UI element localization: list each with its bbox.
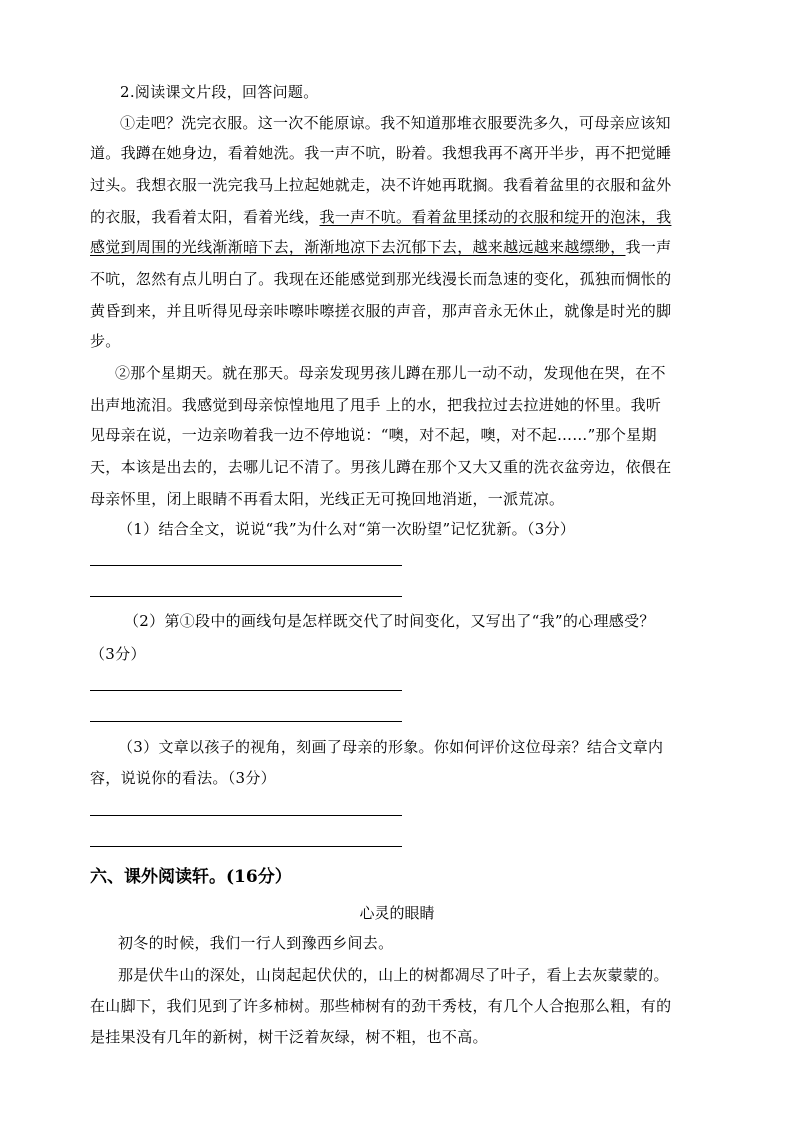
passage-1-line: 不吭，忽然有点儿明白了。我现在还能感觉到那光线漫长而急速的变化，孤独而惆怅的 [90, 270, 672, 288]
article-title: 心灵的眼睛 [359, 904, 435, 922]
passage-2-line: 母亲怀里，闭上眼睛不再看太阳，光线正无可挽回地消逝，一派荒凉。 [90, 490, 565, 508]
plain-text: 我一声 [625, 238, 672, 256]
answer-line[interactable] [90, 565, 402, 566]
answer-line[interactable] [90, 596, 402, 597]
sub-question-2: （2）第①段中的画线句是怎样既交代了时间变化，又写出了“我”的心理感受？ [124, 612, 655, 630]
passage-2-line: 出声地流泪。我感觉到母亲惊惶地甩了甩手 上的水，把我拉过去拉进她的怀里。我听 [90, 396, 662, 414]
passage-2-line: ②那个星期天。就在那天。母亲发现男孩儿蹲在那儿一动不动，发现他在哭，在不 [115, 364, 666, 382]
article-line: 在山脚下，我们见到了许多柿树。那些柿树有的劲干秀枝，有几个人合抱那么粗，有的 [90, 997, 672, 1015]
passage-1-line: ①走吧？洗完衣服。这一次不能原谅。我不知道那堆衣服要洗多久，可母亲应该知 [120, 114, 671, 132]
answer-line[interactable] [90, 721, 402, 722]
passage-2-line: 天，本该是出去的，去哪儿记不清了。男孩儿蹲在那个又大又重的洗衣盆旁边，依偎在 [90, 458, 672, 476]
answer-line[interactable] [90, 815, 402, 816]
question-heading: 2.阅读课文片段，回答问题。 [120, 83, 319, 101]
passage-1-line: 过头。我想衣服一洗完我马上拉起她就走，决不许她再耽搁。我看着盆里的衣服和盆外 [90, 176, 672, 194]
underlined-sentence: 感觉到周围的光线渐渐暗下去，渐渐地凉下去沉郁下去，越来越远越来越缥缈， [90, 238, 626, 256]
section-title: 六、课外阅读轩。(16分） [90, 867, 292, 887]
sub-question-2-continued: （3分） [90, 645, 146, 663]
passage-1-line [90, 207, 671, 227]
sub-question-3: （3）文章以孩子的视角，刻画了母亲的形象。你如何评价这位母亲？结合文章内 [118, 738, 664, 756]
sub-question-3-continued: 容，说说你的看法。（3分） [90, 769, 276, 787]
passage-1-line: 黄昏到来，并且听得见母亲咔嚓咔嚓搓衣服的声音，那声音永无休止，就像是时光的脚 [90, 302, 672, 320]
answer-line[interactable] [90, 846, 402, 847]
plain-text: 的衣服，我看着太阳，看着光线， [90, 208, 320, 226]
sub-question-1: （1）结合全文，说说“我”为什么对“第一次盼望”记忆犹新。（3分） [118, 520, 576, 538]
passage-1-line [90, 237, 671, 257]
underlined-sentence: 我一声不吭。看着盆里揉动的衣服和绽开的泡沫，我 [319, 208, 672, 226]
article-line: 初冬的时候，我们一行人到豫西乡间去。 [118, 934, 394, 952]
article-line: 是挂果没有几年的新树，树干泛着灰绿，树不粗，也不高。 [90, 1028, 488, 1046]
article-line: 那是伏牛山的深处，山岗起起伏伏的，山上的树都凋尽了叶子，看上去灰蒙蒙的。 [118, 966, 669, 984]
passage-1-line: 道。我蹲在她身边，看着她洗。我一声不吭，盼着。我想我再不离开半步，再不把觉睡 [90, 144, 672, 162]
passage-1-line: 步。 [90, 332, 121, 350]
passage-2-line: 见母亲在说，一边亲吻着我一边不停地说：“噢，对不起，噢，对不起……”那个星期 [90, 426, 657, 444]
answer-line[interactable] [90, 690, 402, 691]
